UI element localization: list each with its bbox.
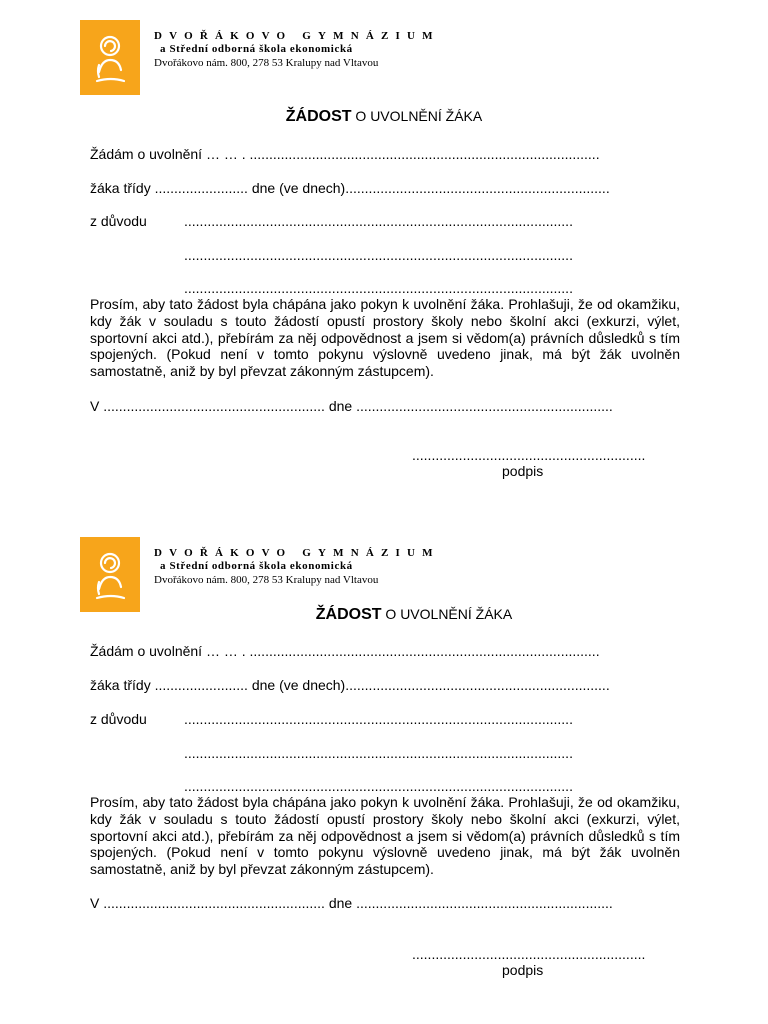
declaration-paragraph: Prosím, aby tato žádost byla chápána jako pokyn k uvolnění žáka. Prohlašuji, že od okamžiku, kdy žák v souladu s touto žádostí opustí prostory školy nebo školní akci (exkurzi, výlet, sportovní akci atd.), přebírám za něj odpovědnost a jsem si vědom(a) právních důsledků s tím spojených. (Pokud není v tomto pokynu výslovně uvedeno jinak, má být žák uvolněn samostatně, aniž by byl převzat zákonným zástupcem). bbox=[90, 794, 680, 878]
place-date-row[interactable]: V ......................................................... dne .................................................................. bbox=[90, 895, 613, 911]
declaration-paragraph: Prosím, aby tato žádost byla chápána jako pokyn k uvolnění žáka. Prohlašuji, že od okamžiku, kdy žák v souladu s touto žádostí opustí prostory školy nebo školní akci (exkurzi, výlet, sportovní akci atd.), přebírám za něj odpovědnost a jsem si vědom(a) právních důsledků s tím spojených. (Pokud není v tomto pokynu výslovně uvedeno jinak, má být žák uvolněn samostatně, aniž by byl převzat zákonným zástupcem). bbox=[90, 296, 680, 380]
class-date-row[interactable]: žáka třídy ........................ dne (ve dnech).................................................................... bbox=[90, 180, 610, 196]
school-name: DVOŘÁKOVO GYMNÁZIUM bbox=[154, 547, 440, 559]
reason-line-3[interactable]: .................................................................................................... bbox=[184, 280, 573, 296]
school-name: DVOŘÁKOVO GYMNÁZIUM bbox=[154, 30, 440, 42]
reason-label: z důvodu bbox=[90, 213, 147, 229]
form-title-rest: O UVOLNĚNÍ ŽÁKA bbox=[381, 606, 513, 622]
form-title-bold: ŽÁDOST bbox=[315, 606, 382, 623]
school-logo-icon bbox=[80, 537, 140, 612]
school-subtitle: a Střední odborná škola ekonomická bbox=[160, 560, 353, 572]
reason-line-2[interactable]: .................................................................................................... bbox=[184, 745, 573, 761]
reason-line-1[interactable]: .................................................................................................... bbox=[184, 711, 573, 727]
release-row[interactable]: Žádám o uvolnění … … . .......................................................................................... bbox=[90, 643, 600, 659]
school-logo-mark bbox=[80, 537, 140, 612]
reason-label: z důvodu bbox=[90, 711, 147, 727]
reason-line-2[interactable]: .................................................................................................... bbox=[184, 247, 573, 263]
reason-line-3[interactable]: .................................................................................................... bbox=[184, 778, 573, 794]
form-title bbox=[30, 606, 768, 624]
signature-label: podpis bbox=[502, 962, 544, 978]
place-date-row[interactable]: V ......................................................... dne .................................................................. bbox=[90, 398, 613, 414]
school-address: Dvořákovo nám. 800, 278 53 Kralupy nad Vltavou bbox=[154, 57, 379, 69]
school-header bbox=[154, 547, 440, 586]
school-subtitle: a Střední odborná škola ekonomická bbox=[160, 43, 353, 55]
form-title-rest: O UVOLNĚNÍ ŽÁKA bbox=[351, 108, 483, 124]
signature-line[interactable]: ............................................................ bbox=[412, 946, 646, 962]
signature-label: podpis bbox=[502, 463, 544, 479]
release-row[interactable]: Žádám o uvolnění … … . .......................................................................................... bbox=[90, 146, 600, 162]
school-address: Dvořákovo nám. 800, 278 53 Kralupy nad Vltavou bbox=[154, 574, 379, 586]
reason-line-1[interactable]: .................................................................................................... bbox=[184, 213, 573, 229]
form-title-bold: ŽÁDOST bbox=[285, 108, 352, 125]
class-date-row[interactable]: žáka třídy ........................ dne (ve dnech).................................................................... bbox=[90, 677, 610, 693]
signature-line[interactable]: ............................................................ bbox=[412, 447, 646, 463]
